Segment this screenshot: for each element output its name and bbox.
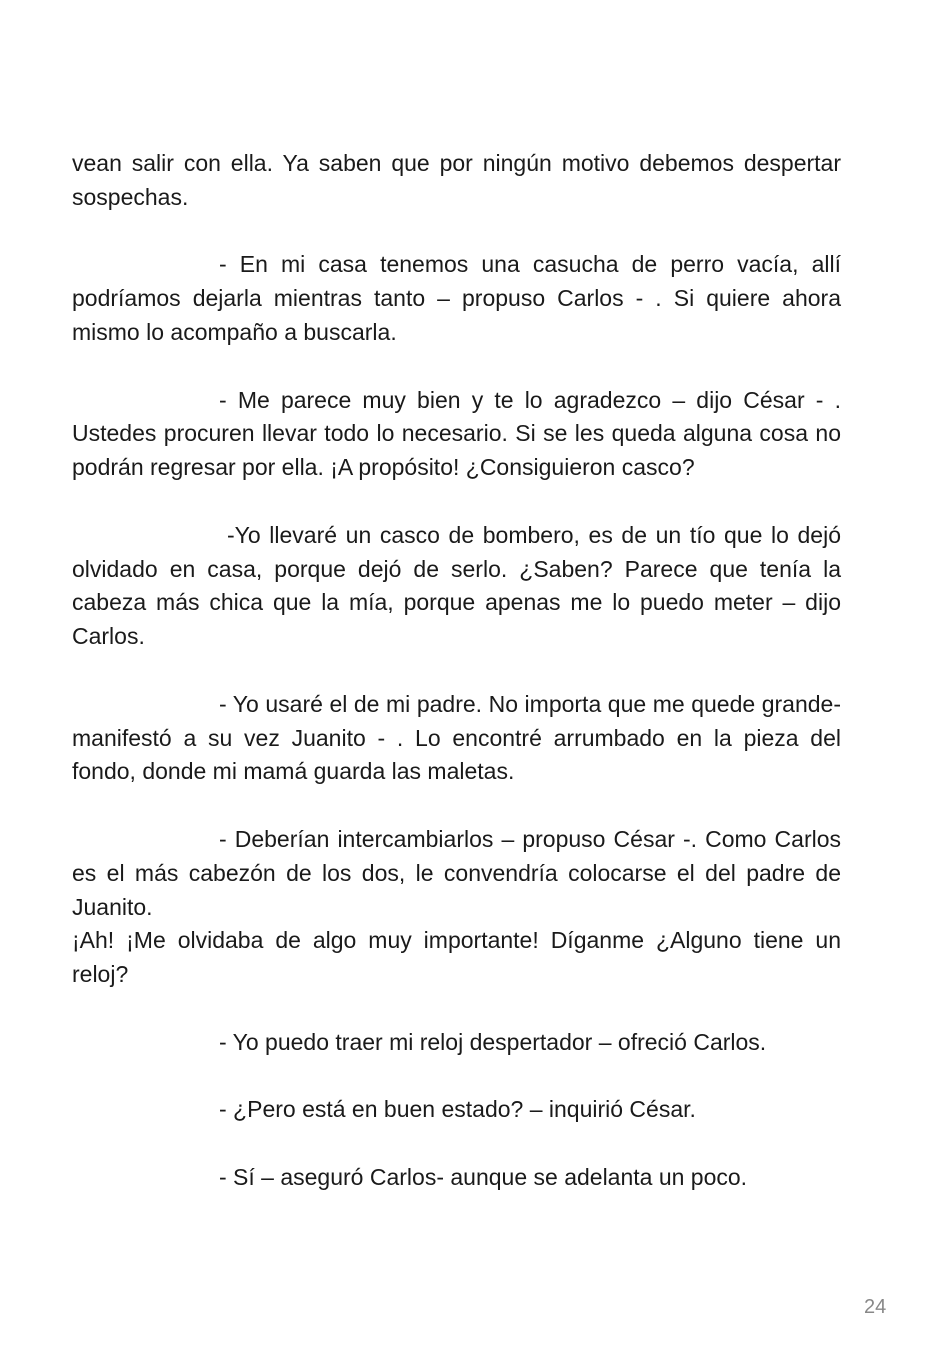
paragraph-10: - Sí – aseguró Carlos- aunque se adelanta un poco. [219,1163,748,1190]
page-body [72,147,841,1195]
paragraph-1: vean salir con ella. Ya saben que por ningún motivo debemos despertar sospechas. [72,150,841,210]
paragraph-8: - Yo puedo traer mi reloj despertador – ofreció Carlos. [219,1028,767,1055]
paragraph-9: - ¿Pero está en buen estado? – inquirió César. [219,1096,696,1123]
paragraph-gap [72,992,841,1026]
paragraph-gap [72,1127,841,1161]
paragraph-2: - En mi casa tenemos una casucha de perro vacía, allí podríamos dejarla mientras tanto – propuso Carlos - . Si quiere ahora mismo lo acompaño a buscarla. [72,251,841,345]
paragraph-gap [72,485,841,519]
paragraph-gap [72,654,841,688]
paragraph-gap [72,350,841,384]
paragraph-gap [72,215,841,249]
page-number: 24 [864,1296,887,1318]
paragraph-4: -Yo llevaré un casco de bombero, es de un tío que lo dejó olvidado en casa, porque dejó de serlo. ¿Saben? Parece que tenía la cabeza más chica que la mía, porque apenas me lo puedo meter – dijo Carlos. [72,521,841,650]
paragraph-gap [72,789,841,823]
paragraph-5: - Yo usaré el de mi padre. No importa que me quede grande- manifestó a su vez Juanito - . Lo encontré arrumbado en la pieza del fondo, donde mi mamá guarda las maletas. [72,690,841,785]
paragraph-gap [72,1060,841,1094]
paragraph-7: ¡Ah! ¡Me olvidaba de algo muy importante! Díganme ¿Alguno tiene un reloj? [72,927,841,988]
paragraph-3: - Me parece muy bien y te lo agradezco – dijo César - . Ustedes procuren llevar todo lo necesario. Si se les queda alguna cosa no podrán regresar por ella. ¡A propósito! ¿Consiguieron casco? [72,386,841,481]
paragraph-6: - Deberían intercambiarlos – propuso César -. Como Carlos es el más cabezón de los dos, le convendría colocarse el del padre de Juanito. [72,825,841,920]
